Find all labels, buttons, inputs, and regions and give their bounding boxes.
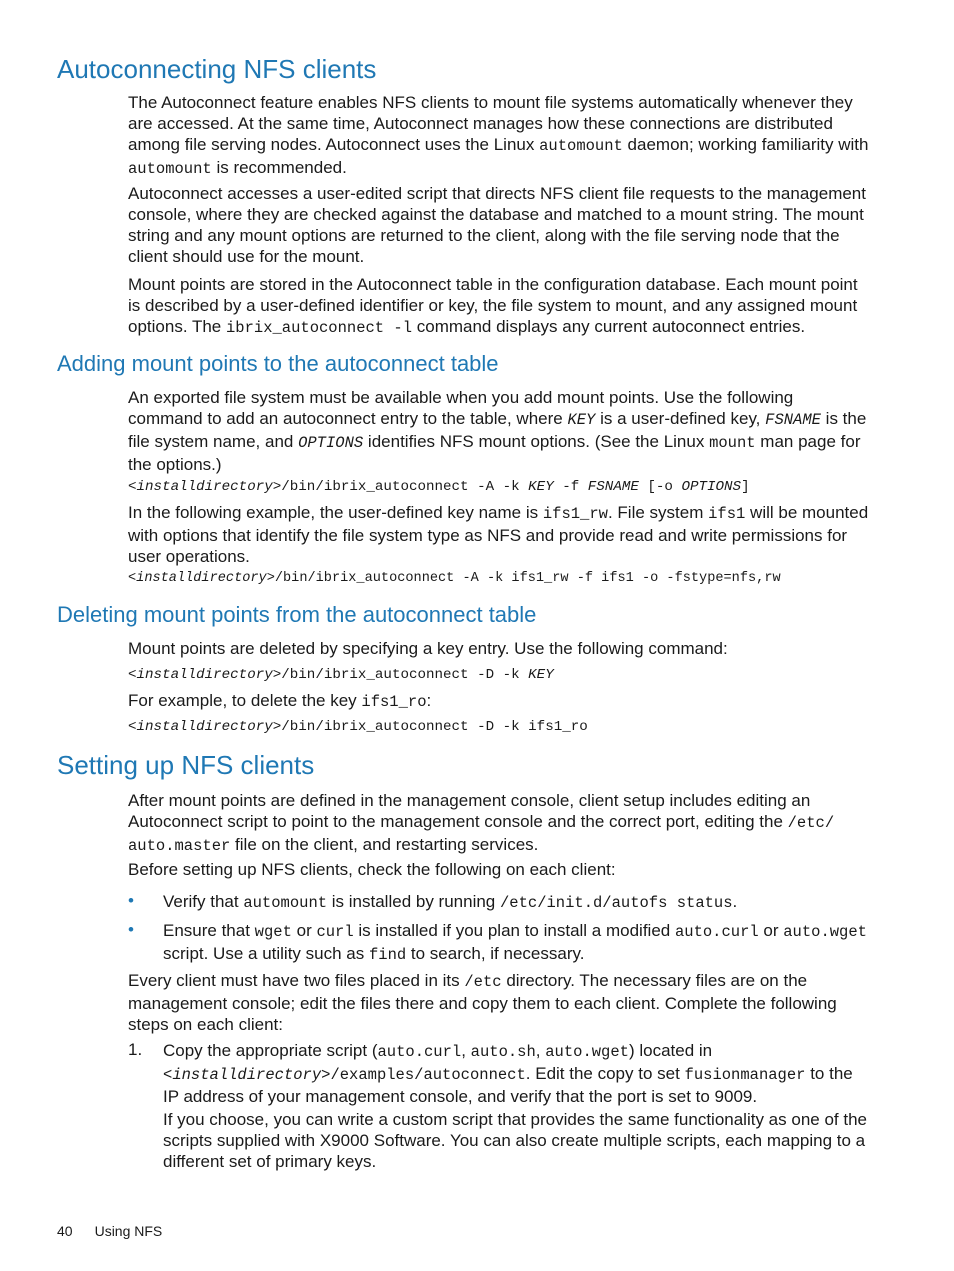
page-number: 40 [57, 1223, 73, 1239]
code-line: <installdirectory>/bin/ibrix_autoconnect -D -k KEY [128, 667, 554, 683]
code-line: <installdirectory>/bin/ibrix_autoconnect -A -k KEY -f FSNAME [-o OPTIONS] [128, 479, 750, 495]
paragraph: Before setting up NFS clients, check the following on each client: [128, 860, 616, 879]
paragraph: The Autoconnect feature enables NFS clients to mount file systems automatically whenever they are accessed. At the same time, Autoconnect manages how these connections are distributed among file serving nodes. Autoconnect uses the Linux automount daemon; working familiarity with automount is recommended. [128, 93, 869, 178]
paragraph: In the following example, the user-defined key name is ifs1_rw. File system ifs1 will be mounted with options that identify the file system type as NFS and provide read and write permissions for user operations. [128, 503, 869, 566]
chapter-title: Using NFS [94, 1223, 163, 1239]
paragraph: An exported file system must be available when you add mount points. Use the following command to add an autoconnect entry to the table, where KEY is a user-defined key, FSNAME is the file system name, and OPTIONS identifies NFS mount options. (See the Linux mount man page for the options.) [128, 388, 867, 474]
code-line: <installdirectory>/bin/ibrix_autoconnect -A -k ifs1_rw -f ifs1 -o -fstype=nfs,rw [128, 571, 781, 586]
heading-adding-mount-points: Adding mount points to the autoconnect table [57, 351, 499, 376]
paragraph: Autoconnect accesses a user-edited script that directs NFS client file requests to the management console, where they are checked against the database and matched to a mount string. The mount string and any mount options are returned to the client, along with the file serving node that the client should use for the mount. [128, 184, 866, 266]
list-item: Ensure that wget or curl is installed if you plan to install a modified auto.curl or auto.wget script. Use a utility such as find to search, if necessary. [163, 921, 867, 964]
list-item: Copy the appropriate script (auto.curl, auto.sh, auto.wget) located in <installdirectory>/examples/autoconnect. Edit the copy to set fusionmanager to the IP address of your management console, and verify that the port is set to 9009. [163, 1041, 853, 1106]
list-number: 1. [128, 1040, 143, 1059]
page-footer [57, 1223, 184, 1239]
heading-autoconnecting-nfs-clients: Autoconnecting NFS clients [57, 54, 377, 84]
paragraph: For example, to delete the key ifs1_ro: [128, 691, 432, 711]
code-line: <installdirectory>/bin/ibrix_autoconnect -D -k ifs1_ro [128, 719, 588, 735]
paragraph: If you choose, you can write a custom script that provides the same functionality as one of the scripts supplied with X9000 Software. You can also create multiple scripts, each mapping to a different set of primary keys. [163, 1110, 867, 1171]
bullet-icon: • [128, 920, 134, 939]
paragraph: Mount points are stored in the Autoconnect table in the configuration database. Each mount point is described by a user-defined identifier or key, the file system to mount, and any assigned mount options. The ibrix_autoconnect -l command displays any current autoconnect entries. [128, 275, 858, 337]
list-item: Verify that automount is installed by running /etc/init.d/autofs status. [163, 892, 738, 912]
bullet-icon: • [128, 891, 134, 910]
heading-setting-up-nfs-clients: Setting up NFS clients [57, 750, 315, 780]
paragraph: Every client must have two files placed in its /etc directory. The necessary files are on the management console; edit the files there and copy them to each client. Complete the following steps on each client: [128, 971, 837, 1034]
paragraph: Mount points are deleted by specifying a key entry. Use the following command: [128, 639, 728, 658]
heading-deleting-mount-points: Deleting mount points from the autoconnect table [57, 602, 537, 627]
paragraph: After mount points are defined in the management console, client setup includes editing an Autoconnect script to point to the management console and the correct port, editing the /etc/ auto.master file on the client, and restarting services. [128, 791, 835, 855]
